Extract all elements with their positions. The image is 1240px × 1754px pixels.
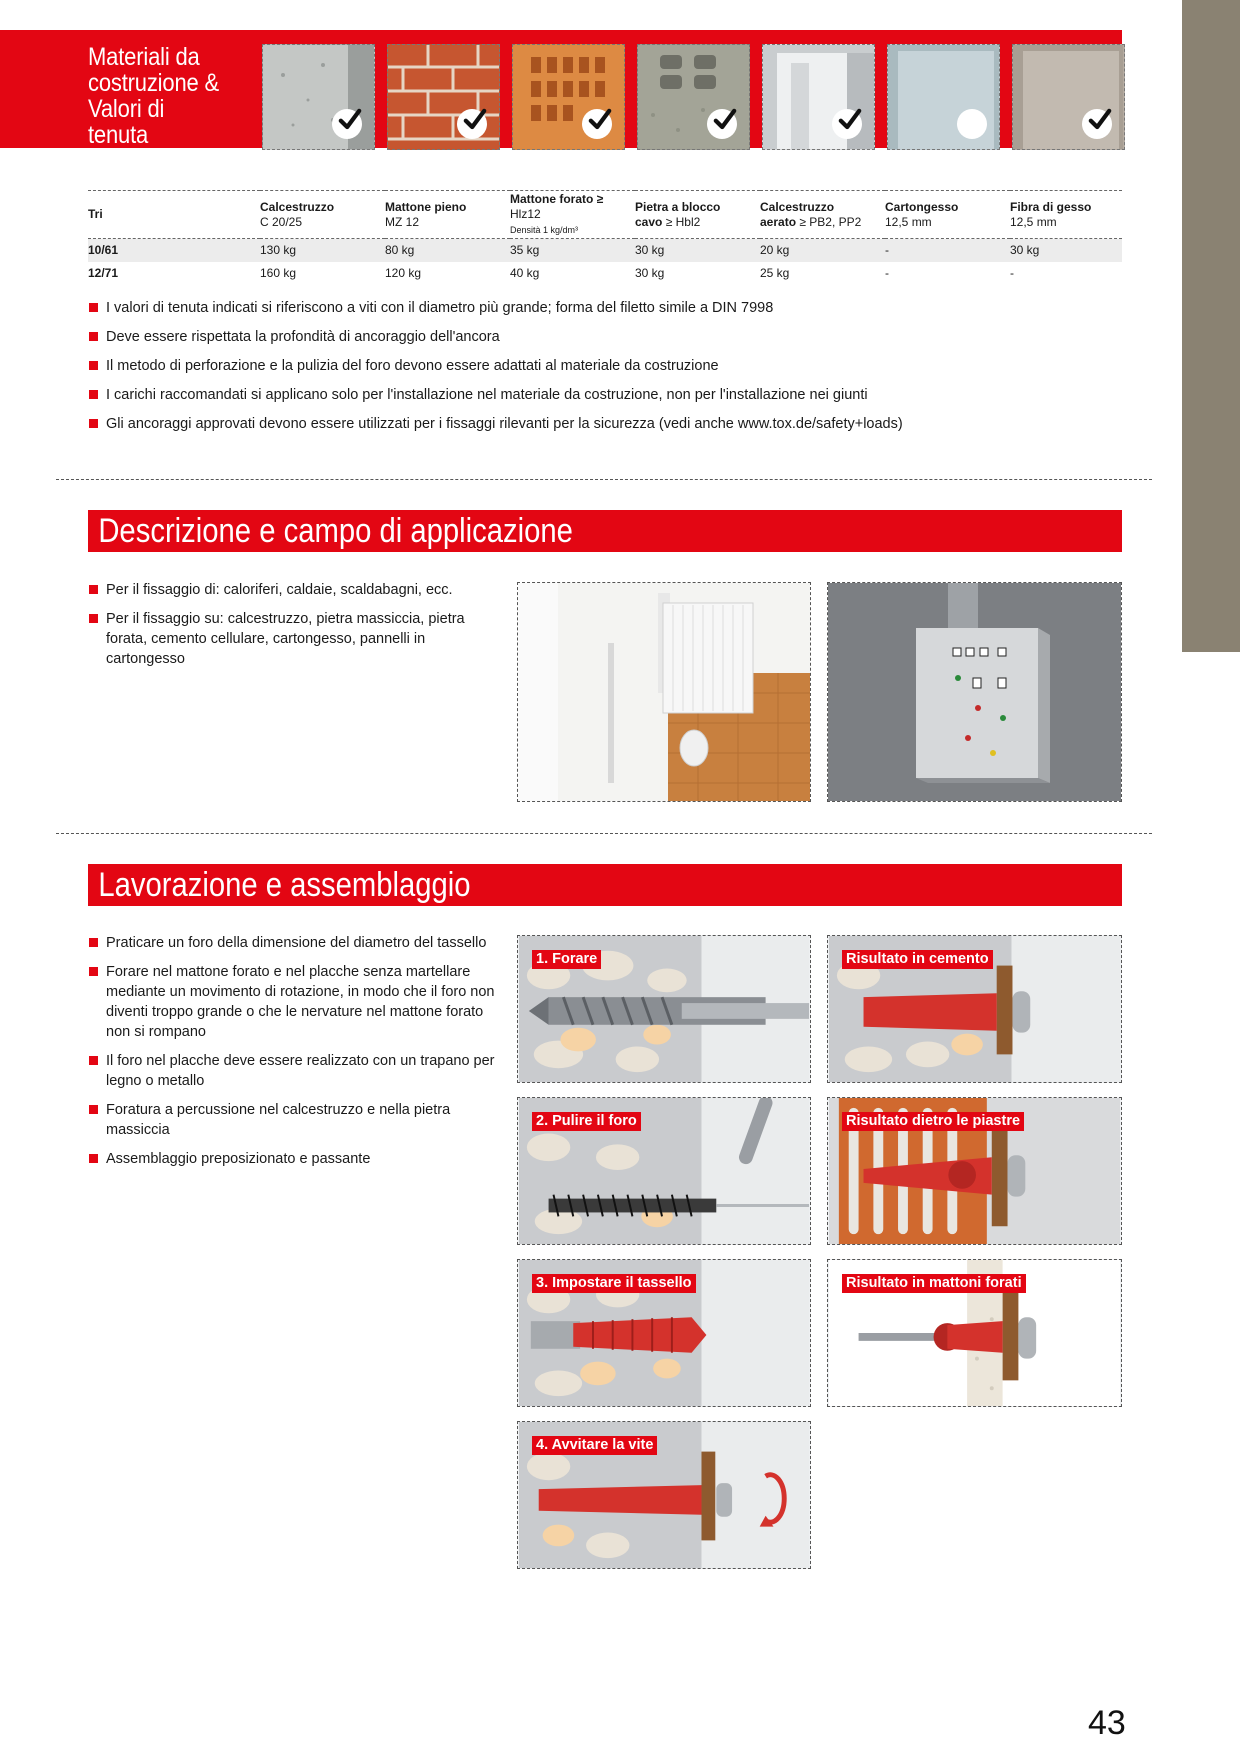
table-row — [88, 239, 1122, 262]
step-clean-panel — [517, 1097, 811, 1245]
list-item: Il metodo di perforazione e la pulizia del foro devono essere adattati al materiale da costruzione — [88, 356, 1128, 376]
step-insert-anchor-panel — [517, 1259, 811, 1407]
check-icon — [332, 109, 362, 139]
table-cell: 120 kg — [385, 266, 422, 280]
check-icon — [582, 109, 612, 139]
table-cell: - — [1010, 266, 1014, 280]
material-gypsum-fibre-image — [1012, 44, 1125, 150]
header-title — [88, 44, 229, 148]
result-label: Risultato in mattoni forati — [842, 1274, 1026, 1293]
result-hollow-brick-panel — [827, 1259, 1122, 1407]
load-values-table — [88, 190, 1122, 285]
material-solid-brick-image — [387, 44, 500, 150]
table-cell: 40 kg — [510, 266, 540, 280]
step-label: 3. Impostare il tassello — [532, 1274, 696, 1293]
step-label: 1. Forare — [532, 950, 601, 969]
table-header-row — [88, 191, 1122, 239]
section-divider — [56, 833, 1152, 834]
material-perforated-brick-image — [512, 44, 625, 150]
table-cell: 130 kg — [260, 243, 297, 258]
column-header: Cartongesso 12,5 mm — [885, 199, 959, 229]
page-number: 43 — [1088, 1704, 1126, 1742]
description-list — [88, 580, 498, 678]
result-label: Risultato dietro le piastre — [842, 1112, 1024, 1131]
processing-section-title: Lavorazione e assemblaggio — [88, 864, 1122, 906]
processing-list — [88, 933, 498, 1178]
header-title-line-2: costruzione & — [88, 69, 220, 97]
list-item: Foratura a percussione nel calcestruzzo e nella pietra massiccia — [88, 1100, 498, 1140]
table-corner-label: Tri — [88, 207, 103, 221]
notes-list — [88, 298, 1128, 443]
list-item: Deve essere rispettata la profondità di ancoraggio dell'ancora — [88, 327, 1128, 347]
table-cell: 20 kg — [760, 243, 790, 258]
check-icon — [832, 109, 862, 139]
result-label: Risultato in cemento — [842, 950, 993, 969]
check-icon — [1082, 109, 1112, 139]
table-cell: - — [885, 266, 889, 280]
list-item: Per il fissaggio di: caloriferi, caldaie, scaldabagni, ecc. — [88, 580, 498, 600]
list-item: Per il fissaggio su: calcestruzzo, pietra massiccia, pietra forata, cemento cellulare, cartongesso, pannelli in cartongesso — [88, 609, 498, 669]
check-icon — [457, 109, 487, 139]
list-item: Praticare un foro della dimensione del diametro del tassello — [88, 933, 498, 953]
material-plasterboard-image — [887, 44, 1000, 150]
column-header: Mattone forato ≥ Hlz12 Densità 1 kg/dm³ — [510, 191, 604, 235]
material-hollow-block-image — [637, 44, 750, 150]
step-label: 2. Pulire il foro — [532, 1112, 641, 1131]
step-label: 4. Avvitare la vite — [532, 1436, 657, 1455]
result-behind-plates-panel — [827, 1097, 1122, 1245]
radiator-photo — [517, 582, 811, 802]
table-cell: 30 kg — [635, 243, 665, 258]
table-cell: 30 kg — [1010, 243, 1040, 258]
control-cabinet-photo — [827, 582, 1122, 802]
column-header: Fibra di gesso 12,5 mm — [1010, 199, 1092, 229]
table-row — [88, 262, 1122, 285]
list-item: Il foro nel placche deve essere realizzato con un trapano per legno o metallo — [88, 1051, 498, 1091]
material-concrete-image — [262, 44, 375, 150]
list-item: Forare nel mattone forato e nel placche senza martellare mediante un movimento di rotazione, in modo che il foro non diventi troppo grande o che le nervature nel mattone forato non si rompano — [88, 962, 498, 1042]
list-item: Gli ancoraggi approvati devono essere utilizzati per i fissaggi rilevanti per la sicurezza (vedi anche www.tox.de/safety+loads) — [88, 414, 1128, 434]
table-cell: 160 kg — [260, 266, 297, 280]
row-label: 12/71 — [88, 266, 119, 280]
table-cell: 30 kg — [635, 266, 665, 280]
step-screw-panel — [517, 1421, 811, 1569]
step-drill-panel — [517, 935, 811, 1083]
header-title-line-3: Valori di tenuta — [88, 95, 165, 149]
table-cell: 25 kg — [760, 266, 790, 280]
table-cell: 80 kg — [385, 243, 415, 258]
column-header: Calcestruzzo C 20/25 — [260, 199, 335, 229]
header-title-line-1: Materiali da — [88, 43, 200, 71]
chapter-side-tab — [1182, 0, 1240, 652]
list-item: Assemblaggio preposizionato e passante — [88, 1149, 498, 1169]
table-cell: 35 kg — [510, 243, 540, 258]
list-item: I valori di tenuta indicati si riferiscono a viti con il diametro più grande; forma del filetto simile a DIN 7998 — [88, 298, 1128, 318]
column-header: Mattone pieno MZ 12 — [385, 199, 467, 229]
section-divider — [56, 479, 1152, 480]
row-label: 10/61 — [88, 243, 119, 258]
result-concrete-panel — [827, 935, 1122, 1083]
check-icon — [707, 109, 737, 139]
description-section-title: Descrizione e campo di applicazione — [88, 510, 1122, 552]
circle-icon — [957, 109, 987, 139]
column-header: Calcestruzzo aerato ≥ PB2, PP2 — [760, 199, 862, 229]
material-aerated-concrete-image — [762, 44, 875, 150]
column-header: Pietra a blocco cavo ≥ Hbl2 — [635, 199, 721, 229]
list-item: I carichi raccomandati si applicano solo per l'installazione nel materiale da costruzione, non per l'installazione nei giunti — [88, 385, 1128, 405]
table-cell: - — [885, 243, 889, 258]
